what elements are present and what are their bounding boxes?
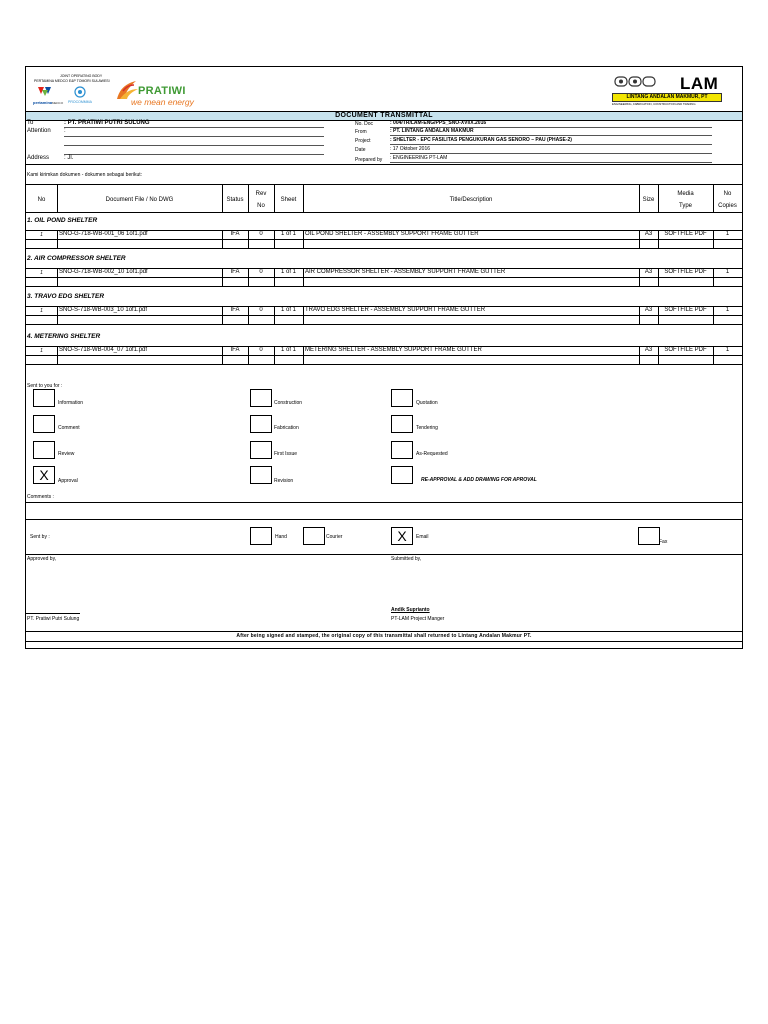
intro-text: Kami kirimkan dokumen - dokumen sebagai berikut:	[27, 172, 143, 178]
row-no: 1	[40, 232, 43, 238]
section-rule	[26, 315, 742, 316]
first-issue-label: First Issue	[274, 451, 298, 457]
row-rev: 0	[259, 269, 263, 275]
blank-rule-1	[64, 145, 324, 146]
fabrication-checkbox[interactable]	[250, 415, 272, 433]
row-rev: 0	[259, 347, 263, 353]
medco-brand: MEDCO	[52, 101, 64, 105]
section-col-divider	[303, 268, 304, 286]
col-header-media: Media	[677, 191, 694, 197]
fax-label: Fax	[659, 539, 668, 545]
email-checkbox[interactable]: X	[391, 527, 413, 545]
construction-checkbox[interactable]	[250, 389, 272, 407]
row-media: SOFTFILE PDF	[664, 307, 707, 313]
row-description: METERING SHELTER - ASSEMBLY SUPPORT FRAME GUTTER	[305, 347, 482, 353]
prepared-rule	[390, 162, 712, 163]
section-col-divider	[57, 346, 58, 364]
procomma-logo-icon	[74, 86, 86, 98]
section-rule	[26, 324, 742, 325]
project-rule	[390, 144, 712, 145]
row-sheet: 1 of 1	[280, 231, 296, 237]
tendering-checkbox[interactable]	[391, 415, 413, 433]
row-size: A3	[644, 269, 653, 275]
to-rule	[64, 127, 324, 128]
row-no: 1	[40, 308, 43, 314]
row-sheet: 1 of 1	[280, 347, 296, 353]
section-title: 1. OIL POND SHELTER	[27, 217, 98, 224]
col-header-no: No	[37, 197, 46, 203]
row-media: SOFTFILE PDF	[664, 269, 707, 275]
col-header-copies: No	[723, 191, 732, 197]
row-doc-file[interactable]: SNO-G-718-WB-002_10 1of1.pdf	[59, 269, 148, 275]
attention-rule	[64, 136, 324, 137]
blank-rule-2	[64, 154, 324, 155]
row-no: 1	[40, 348, 43, 354]
row-no: 1	[40, 270, 43, 276]
row-size: A3	[644, 231, 653, 237]
section-title: 4. METERING SHELTER	[27, 333, 101, 340]
row-sheet: 1 of 1	[280, 307, 296, 313]
transmittal-sheet	[25, 66, 743, 649]
prepared-value: : ENGINEERING PT-LAM	[390, 155, 448, 161]
row-size: A3	[644, 347, 653, 353]
left-logo	[30, 73, 210, 107]
section-rule	[26, 277, 742, 278]
row-rev: 0	[259, 231, 263, 237]
row-sheet: 1 of 1	[280, 269, 296, 275]
lam-emblem-icon	[614, 75, 660, 89]
row-description: TRAVO EDG SHELTER - ASSEMBLY SUPPORT FRAME GUTTER	[305, 307, 486, 313]
first-issue-checkbox[interactable]	[250, 441, 272, 459]
revision-label: Revision	[274, 478, 294, 484]
address-label: Address	[27, 155, 50, 161]
section-col-divider	[57, 268, 58, 286]
date-value: : 17 Oktober 2016	[390, 146, 431, 152]
hand-checkbox[interactable]	[250, 527, 272, 545]
col-header-title: Title/Description	[449, 197, 493, 203]
approver-signature-line	[26, 613, 80, 614]
job-label-1: JOINT OPERATING BODY	[60, 74, 103, 78]
quotation-label: Quotation	[416, 400, 438, 406]
col-header-status: Status	[226, 197, 244, 203]
row-doc-file[interactable]: SNO-S-718-WB-003_10 1of1.pdf	[59, 307, 148, 313]
lam-company: LINTANG ANDALAN MAKMUR, PT	[612, 93, 722, 102]
hand-label: Hand	[275, 534, 287, 540]
section-col-divider	[303, 346, 304, 364]
no-doc-value: : 004/TR/LAM-ENG/PPS_SNO-XVI/X.2016	[390, 120, 487, 126]
review-label: Review	[58, 451, 75, 457]
row-size: A3	[644, 307, 653, 313]
date-label: Date	[355, 147, 366, 153]
row-copies: 1	[725, 231, 730, 237]
courier-checkbox[interactable]	[303, 527, 325, 545]
approved-by-label: Approved by,	[27, 556, 57, 562]
attention-value: :	[64, 128, 66, 134]
comments-rule-1	[26, 502, 742, 503]
date-rule	[390, 153, 712, 154]
section-title: 2. AIR COMPRESSOR SHELTER	[27, 255, 126, 262]
section-rule	[26, 355, 742, 356]
section-rule	[26, 286, 742, 287]
approver-company: PT. Pratiwi Putri Sulung	[27, 616, 80, 622]
pratiwi-tagline: we mean energy	[131, 97, 194, 107]
table-header-bottom	[26, 212, 742, 213]
review-checkbox[interactable]	[33, 441, 55, 459]
section-col-divider	[303, 230, 304, 248]
comment-checkbox[interactable]	[33, 415, 55, 433]
revision-checkbox[interactable]	[250, 466, 272, 484]
row-media: SOFTFILE PDF	[664, 231, 707, 237]
comments-label: Comments :	[27, 494, 54, 500]
section-title: 3. TRAVO EDG SHELTER	[27, 293, 105, 300]
row-description: AIR COMPRESSOR SHELTER - ASSEMBLY SUPPORT FRAME GUTTER	[305, 269, 506, 275]
col-header-copies-no: Copies	[718, 203, 737, 209]
col-header-rev: Rev	[255, 191, 267, 197]
from-value: : PT. LINTANG ANDALAN MAKMUR	[390, 128, 474, 134]
section-col-divider	[57, 230, 58, 248]
row-status: IFA	[230, 231, 240, 237]
information-checkbox[interactable]	[33, 389, 55, 407]
as-requested-checkbox[interactable]	[391, 441, 413, 459]
intro-bottom-border	[26, 184, 742, 185]
footer-note: After being signed and stamped, the original copy of this transmittal shall returned to Lintang Andalan Makmur PT.	[236, 633, 532, 639]
submitted-by-label: Submitted by,	[391, 556, 422, 562]
row-copies: 1	[725, 269, 730, 275]
sent-by-label: Sent by :	[30, 534, 50, 540]
row-copies: 1	[725, 347, 730, 353]
submitter-name: Andik Suprianto	[391, 607, 430, 613]
row-copies: 1	[725, 307, 730, 313]
signature-bottom-border	[26, 631, 742, 632]
project-label: Project	[355, 138, 371, 144]
right-logo	[612, 73, 738, 107]
from-label: From	[355, 129, 367, 135]
information-label: Information	[58, 400, 84, 406]
courier-label: Courier	[326, 534, 343, 540]
section-rule	[26, 248, 742, 249]
sent-by-bottom-border	[26, 554, 742, 555]
section-rule	[26, 364, 742, 365]
row-status: IFA	[230, 347, 240, 353]
row-doc-file[interactable]: SNO-S-718-WB-004_07 1of1.pdf	[59, 347, 148, 353]
row-status: IFA	[230, 307, 240, 313]
section-rule	[26, 239, 742, 240]
col-header-sheet: Sheet	[280, 197, 297, 203]
from-rule	[390, 135, 712, 136]
quotation-checkbox[interactable]	[391, 389, 413, 407]
fabrication-label: Fabrication	[274, 425, 299, 431]
info-bottom-border	[26, 164, 742, 165]
submitter-title: PT-LAM Project Manger	[391, 616, 445, 622]
row-status: IFA	[230, 269, 240, 275]
col-header-size: Size	[642, 197, 655, 203]
comments-rule-2	[26, 519, 742, 520]
to-value: : PT. PRATIWI PUTRI SULUNG	[64, 120, 150, 126]
sent-for-label: Sent to you for :	[27, 383, 63, 389]
tendering-label: Tendering	[416, 425, 438, 431]
row-doc-file[interactable]: SNO-G-718-WB-001_06 1of1.pdf	[59, 231, 148, 237]
construction-label: Construction	[274, 400, 303, 406]
email-label: Email	[416, 534, 429, 540]
no-doc-label: No. Doc	[355, 121, 374, 127]
other-checkbox[interactable]	[391, 466, 413, 484]
row-rev: 0	[259, 307, 263, 313]
document-title: DOCUMENT TRANSMITTAL	[26, 111, 742, 121]
prepared-label: Prepared by	[355, 157, 383, 163]
row-media: SOFTFILE PDF	[664, 347, 707, 353]
col-header-doc: Document File / No DWG	[105, 197, 174, 203]
lam-brand: LAM	[680, 74, 719, 93]
fax-checkbox[interactable]	[638, 527, 660, 545]
lam-subtitle: ENGINEERING, FABRICATION, CONSTRUCTION AND TRADING	[612, 102, 696, 106]
address-value: : Jl.	[64, 155, 74, 161]
pertamina-brand: pertamina	[33, 100, 53, 105]
footer-bottom-border	[26, 641, 742, 642]
project-value: : SHELTER - EPC FASILITAS PENGUKURAN GAS SENORO – PAU (PHASE-2)	[390, 137, 572, 143]
attention-label: Attention	[27, 128, 51, 134]
reapproval-note: RE-APPROVAL & ADD DRAWING FOR APROVAL	[421, 477, 537, 483]
procomma-brand: PROCOMMMA	[68, 100, 92, 104]
pertamina-logo-icon	[36, 85, 54, 97]
to-label: To	[27, 120, 34, 126]
col-header-media-type: Type	[678, 203, 692, 209]
pratiwi-brand: PRATIWI	[138, 85, 186, 97]
approval-checkbox[interactable]: X	[33, 466, 55, 484]
col-header-rev-no: No	[257, 203, 265, 209]
approval-label: Approval	[58, 478, 78, 484]
job-label-2: PERTAMINA MEDCO E&P TOMORI SULAWESI	[34, 79, 110, 83]
as-requested-label: As-Requested	[416, 451, 448, 457]
section-col-divider	[57, 306, 58, 324]
row-description: OIL POND SHELTER - ASSEMBLY SUPPORT FRAME GUTTER	[305, 231, 479, 237]
section-col-divider	[303, 306, 304, 324]
comment-label: Comment	[58, 425, 80, 431]
